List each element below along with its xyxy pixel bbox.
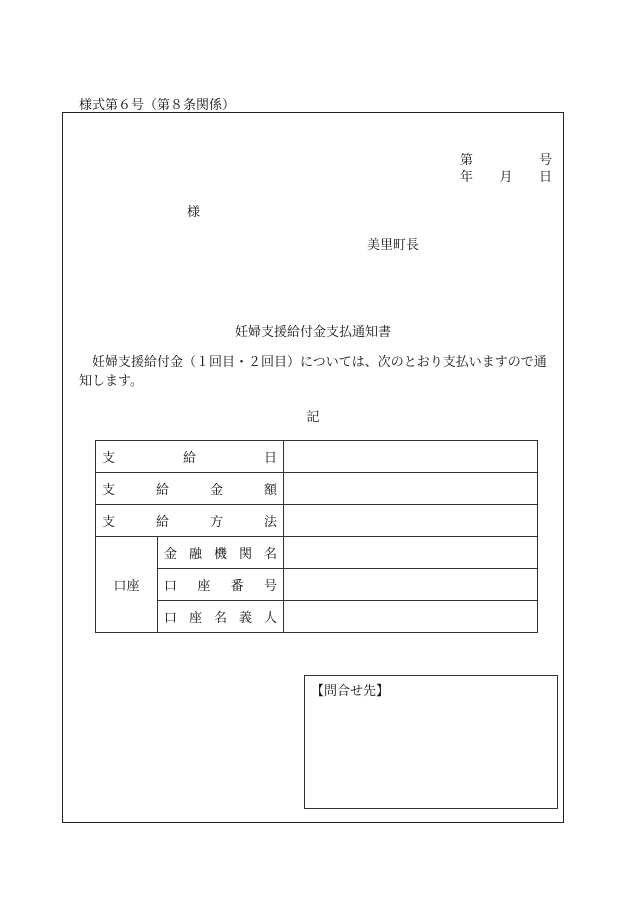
date-day: 日 — [538, 170, 552, 185]
table-row — [96, 505, 538, 537]
date-year: 年 — [460, 170, 474, 185]
account-number-label: 口 座 番 号 — [158, 569, 284, 601]
form-number: 様式第６号（第８条関係） — [79, 98, 236, 113]
account-holder-label: 口 座 名 義 人 — [158, 601, 284, 633]
body-text: 妊婦支援給付金（１回目・２回目）については、次のとおり支払いますので通知します。 — [79, 355, 547, 389]
addressee-suffix: 様 — [187, 205, 201, 220]
bank-name-value[interactable] — [284, 537, 538, 569]
payment-amount-value[interactable] — [284, 473, 538, 505]
table-row — [96, 473, 538, 505]
payment-date-value[interactable] — [284, 441, 538, 473]
date-month: 月 — [499, 170, 513, 185]
table-row — [96, 537, 538, 569]
account-holder-value[interactable] — [284, 601, 538, 633]
document-number-prefix: 第 — [460, 153, 474, 168]
payment-method-value[interactable] — [284, 505, 538, 537]
document-frame — [62, 112, 564, 823]
account-number-value[interactable] — [284, 569, 538, 601]
document-number-suffix: 号 — [538, 153, 552, 168]
account-group-label: 口座 — [96, 537, 158, 633]
table-row — [96, 601, 538, 633]
issuer-name: 美里町長 — [367, 238, 420, 253]
document-date-line — [460, 166, 552, 185]
table-row — [96, 569, 538, 601]
payment-details-table — [95, 440, 538, 633]
document-title: 妊婦支援給付金支払通知書 — [234, 325, 391, 340]
contact-box — [304, 675, 558, 809]
table-row — [96, 441, 538, 473]
contact-label: 【問合せ先】 — [311, 684, 390, 699]
payment-date-label: 支 給 日 — [96, 441, 284, 473]
payment-method-label: 支 給 方 法 — [96, 505, 284, 537]
bank-name-label: 金 融 機 関 名 — [158, 537, 284, 569]
payment-amount-label: 支 給 金 額 — [96, 473, 284, 505]
ki-heading: 記 — [306, 410, 320, 425]
